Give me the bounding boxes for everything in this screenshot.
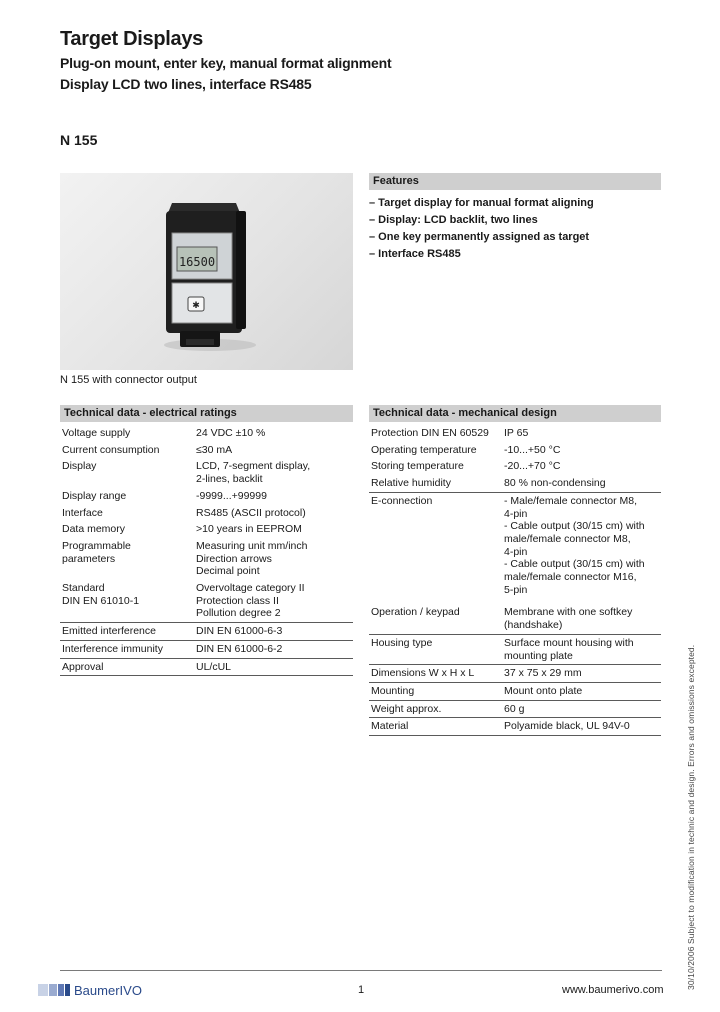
lcd-reading: 16500 — [178, 255, 216, 269]
subtitle-display: Display LCD two lines, interface RS485 — [60, 76, 312, 92]
table-row: Mounting Mount onto plate — [369, 682, 661, 700]
electrical-table — [60, 425, 353, 676]
table-row: Data memory >10 years in EEPROM — [62, 523, 302, 536]
device-illustration — [60, 173, 353, 370]
feature-item: – Target display for manual format aligning — [369, 197, 594, 209]
table-row: Voltage supply 24 VDC ±10 % — [62, 427, 266, 439]
table-row: Weight approx. 60 g — [369, 700, 661, 718]
table-row: Approval UL/cUL — [60, 658, 353, 676]
website-link[interactable]: www.baumerivo.com — [562, 984, 664, 996]
baumer-ivo-logo — [38, 983, 142, 997]
model-number: N 155 — [60, 132, 98, 148]
table-row: Material Polyamide black, UL 94V-0 — [369, 718, 661, 736]
mechanical-heading: Technical data - mechanical design — [369, 405, 661, 422]
feature-item: – Interface RS485 — [369, 248, 461, 260]
table-row: Operation / keypad Membrane with one softkey (handshake) — [369, 604, 661, 634]
table-row: E-connection - Male/female connector M8, 4-pin - Cable output (30/15 cm) with male/female connector M8, 4-pin - Cable output (30/15 cm) with male/female connector M16, 5-pin — [371, 494, 645, 596]
mechanical-table — [369, 425, 661, 736]
features-list — [369, 196, 594, 264]
disclaimer-note: 30/10/2006 Subject to modification in technic and design. Errors and omissions excepted. — [686, 644, 696, 990]
table-row: Interface RS485 (ASCII protocol) — [62, 506, 306, 519]
product-photo — [60, 173, 353, 370]
table-row: Display LCD, 7-segment display, 2-lines, backlit — [62, 460, 311, 486]
table-row: Display range -9999...+99999 — [62, 489, 267, 502]
electrical-heading: Technical data - electrical ratings — [60, 405, 353, 422]
table-row: Protection DIN EN 60529 IP 65 — [371, 427, 529, 439]
footer-divider — [60, 970, 662, 971]
table-row: Interference immunity DIN EN 61000-6-2 — [60, 640, 353, 658]
table-row: Storing temperature -20...+70 °C — [371, 460, 561, 473]
table-row: Dimensions W x H x L 37 x 75 x 29 mm — [369, 665, 661, 683]
table-row: Operating temperature -10...+50 °C — [371, 443, 561, 456]
feature-item: – One key permanently assigned as target — [369, 231, 590, 243]
feature-item: – Display: LCD backlit, two lines — [369, 214, 538, 226]
key-symbol-icon: ✱ — [192, 301, 200, 311]
table-row: Standard DIN EN 61010-1 Overvoltage category II Protection class II Pollution degree 2 — [60, 580, 353, 623]
logo-main: Baumer — [74, 982, 120, 998]
page-title: Target Displays — [60, 28, 203, 50]
page-number: 1 — [358, 984, 365, 996]
subtitle-mount: Plug-on mount, enter key, manual format alignment — [60, 55, 392, 71]
logo-sub: IVO — [119, 982, 142, 998]
photo-caption: N 155 with connector output — [60, 374, 197, 386]
table-row: Current consumption ≤30 mA — [62, 443, 233, 456]
table-row: Housing type Surface mount housing with mounting plate — [369, 634, 661, 664]
logo-bars-icon — [38, 984, 70, 996]
table-row: Relative humidity 80 % non-condensing — [369, 475, 661, 492]
table-row: Emitted interference DIN EN 61000-6-3 — [60, 623, 353, 641]
table-row: Programmable parameters Measuring unit mm/inch Direction arrows Decimal point — [62, 539, 308, 578]
features-heading: Features — [369, 173, 661, 190]
